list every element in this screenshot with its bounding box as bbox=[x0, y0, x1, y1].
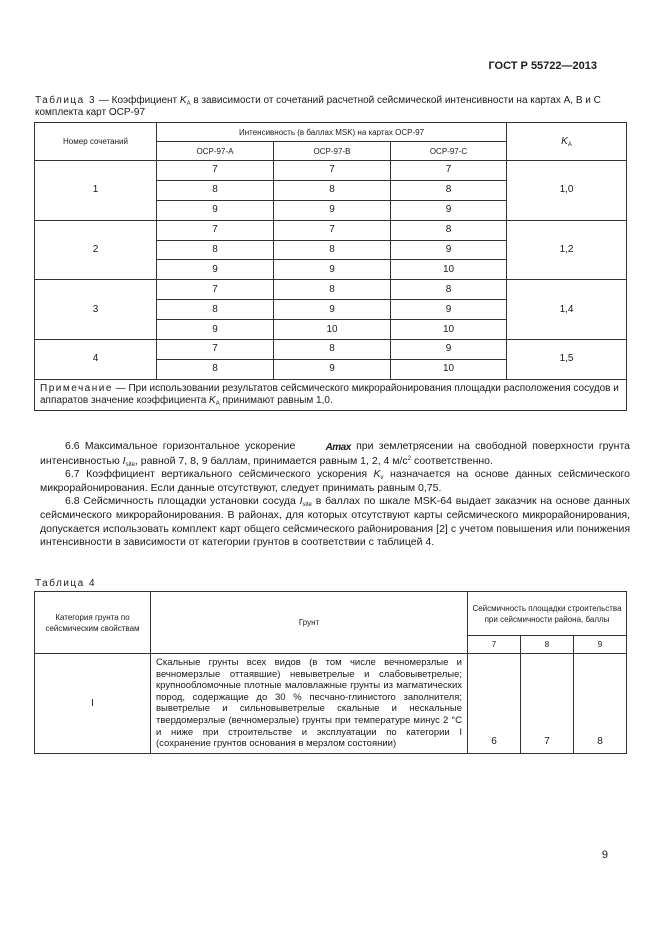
cell: 8 bbox=[274, 340, 391, 360]
header-ocp-c: ОСР-97-С bbox=[391, 142, 507, 161]
note-text: — При использовании результатов сейсмического микрорайонирования площадки расположения сосудов и аппаратов значение коэффициента bbox=[40, 382, 619, 406]
kv-subscript: v bbox=[380, 475, 384, 482]
table3 bbox=[34, 122, 627, 411]
table-row bbox=[35, 340, 627, 360]
cell: 9 bbox=[157, 260, 274, 280]
group-number: 4 bbox=[35, 340, 157, 380]
p68-text: 6.8 Сейсмичность площадки установки сосуда bbox=[65, 495, 300, 508]
cell: 9 bbox=[274, 359, 391, 379]
cell: 7 bbox=[274, 161, 391, 181]
cell: 8 bbox=[391, 180, 507, 200]
cell: 8 bbox=[274, 240, 391, 260]
cell: 8 bbox=[157, 359, 274, 379]
header-intensity: Интенсивность (в баллах MSK) на картах ОСР-97 bbox=[157, 123, 507, 142]
cell: 7 bbox=[157, 280, 274, 300]
paragraph-6-8 bbox=[40, 495, 630, 549]
table3-caption-mid: — Коэффициент bbox=[96, 95, 180, 106]
table-row bbox=[35, 161, 627, 181]
cell: 9 bbox=[157, 320, 274, 340]
note-k-symbol: K bbox=[209, 394, 216, 406]
cell: 9 bbox=[274, 260, 391, 280]
header-k-symbol: K bbox=[561, 136, 568, 147]
soil-description: Скальные грунты всех видов (в том числе вечномерзлые и вечномерзлые оттаявшие) невыветрелые и слабовыветрелые; крупнообломочные плотные маловлажные грунты из магматических пород, содержащие до 30 % песчано-глинистого заполнителя; выветрелые и сильновыветрелые скальные и нескальные твердомерзлые (вечномерзлые) грунты при температуре минус 2 °С и ниже при строительстве и эксплуатации по категории I (сохранение грунтов основания в мерзлом состоянии) bbox=[151, 654, 468, 754]
k-value: 1,2 bbox=[507, 220, 627, 280]
cell: 7 bbox=[157, 161, 274, 181]
cell: 9 bbox=[157, 200, 274, 220]
group-number: 2 bbox=[35, 220, 157, 280]
header-7: 7 bbox=[468, 636, 521, 654]
cell: 9 bbox=[391, 240, 507, 260]
seismicity-7: 6 bbox=[468, 654, 521, 754]
header-9: 9 bbox=[574, 636, 627, 654]
note-k-subscript: A bbox=[215, 400, 220, 407]
cell: 8 bbox=[391, 220, 507, 240]
document-number: ГОСТ Р 55722—2013 bbox=[488, 60, 597, 72]
header-k bbox=[507, 123, 627, 161]
group-number: 3 bbox=[35, 280, 157, 340]
cell: 9 bbox=[391, 300, 507, 320]
cell: 10 bbox=[274, 320, 391, 340]
cell: 10 bbox=[391, 359, 507, 379]
p66-text: 6.6 Максимальное горизонтальное ускорение bbox=[65, 440, 301, 452]
cell: 7 bbox=[157, 220, 274, 240]
k-value: 1,0 bbox=[507, 161, 627, 221]
k-value: 1,4 bbox=[507, 280, 627, 340]
table-row bbox=[35, 220, 627, 240]
cell: 8 bbox=[391, 280, 507, 300]
header-8: 8 bbox=[521, 636, 574, 654]
table3-caption-text: в зависимости от сочетаний расчетной сейсмической интенсивности на картах А, В и С комплекта карт ОСР-97 bbox=[35, 95, 601, 118]
paragraph-6-6 bbox=[40, 440, 630, 468]
cell: 10 bbox=[391, 260, 507, 280]
p66-text-4: соответственно. bbox=[411, 454, 493, 467]
cell: 9 bbox=[274, 200, 391, 220]
table-row bbox=[35, 654, 627, 754]
i-site-symbol-2: I bbox=[299, 495, 303, 508]
header-ocp-a: ОСР-97-А bbox=[157, 142, 274, 161]
cell: 7 bbox=[157, 340, 274, 360]
i-site-subscript: site bbox=[125, 461, 135, 468]
soil-category: I bbox=[35, 654, 151, 754]
table4 bbox=[34, 591, 627, 754]
k-subscript: A bbox=[186, 101, 191, 107]
cell: 8 bbox=[274, 280, 391, 300]
paragraph-6-7 bbox=[40, 468, 630, 495]
k-symbol: K bbox=[179, 95, 187, 106]
i-site-subscript-2: site bbox=[302, 502, 312, 509]
p67-text-2: назначается на основе данных сейсмического микрорайонирования. Если данные отсутствуют, следует принимать равным 0,75. bbox=[40, 468, 630, 494]
cell: 7 bbox=[391, 161, 507, 181]
p66-text-3: , равной 7, 8, 9 баллам, принимается равным 1, 2, 4 м/с bbox=[134, 454, 408, 467]
body-text bbox=[40, 440, 630, 550]
unit-superscript: 2 bbox=[407, 455, 412, 462]
cell: 7 bbox=[274, 220, 391, 240]
k-value: 1,5 bbox=[507, 340, 627, 380]
table4-caption: Таблица 4 bbox=[35, 578, 97, 589]
amax-symbol: Amax bbox=[325, 442, 351, 453]
cell: 9 bbox=[391, 340, 507, 360]
i-site-symbol: I bbox=[122, 454, 126, 467]
page-number: 9 bbox=[601, 849, 608, 861]
seismicity-9: 8 bbox=[574, 654, 627, 754]
cell: 8 bbox=[157, 180, 274, 200]
note-text-end: принимают равным 1,0. bbox=[219, 394, 333, 406]
table3-note bbox=[35, 379, 627, 410]
header-soil: Грунт bbox=[151, 592, 468, 654]
header-category: Категория грунта по сейсмическим свойствам bbox=[35, 592, 151, 654]
table3-caption bbox=[35, 95, 625, 119]
group-number: 1 bbox=[35, 161, 157, 221]
table-row bbox=[35, 280, 627, 300]
table3-caption-label: Таблица 3 bbox=[35, 95, 97, 106]
header-seismicity: Сейсмичность площадки строительства при сейсмичности района, баллы bbox=[468, 592, 627, 636]
p66-text-2: при землетрясении на свободной поверхности грунта интенсивностью bbox=[40, 440, 630, 467]
kv-symbol: K bbox=[373, 468, 381, 481]
cell: 9 bbox=[274, 300, 391, 320]
cell: 8 bbox=[157, 240, 274, 260]
p67-text: 6.7 Коэффициент вертикального сейсмического ускорения bbox=[65, 468, 374, 481]
cell: 10 bbox=[391, 320, 507, 340]
cell: 8 bbox=[274, 180, 391, 200]
cell: 8 bbox=[157, 300, 274, 320]
p68-text-2: в баллах по шкале MSK-64 выдает заказчик на основе данных сейсмического микрорайонирования. В районах, для которых отсутствуют карты сейсмического микрорайонирования, допускается использовать комплект карт общего сейсмического районирования [2] с учетом повышения или понижения интенсивности в зависимости от категории грунтов в соответствии с таблицей 4. bbox=[40, 495, 630, 549]
note-label: Примечание bbox=[40, 382, 113, 394]
header-ocp-b: ОСР-97-В bbox=[274, 142, 391, 161]
header-k-subscript: A bbox=[567, 142, 572, 148]
header-combo: Номер сочетаний bbox=[35, 123, 157, 161]
seismicity-8: 7 bbox=[521, 654, 574, 754]
cell: 9 bbox=[391, 200, 507, 220]
